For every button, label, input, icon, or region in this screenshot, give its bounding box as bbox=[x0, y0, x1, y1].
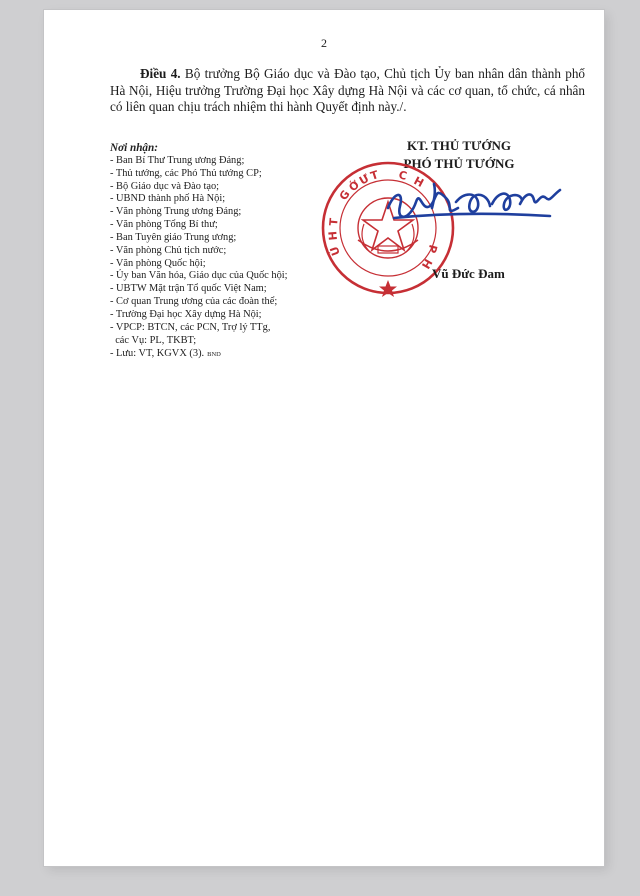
handwritten-signature bbox=[374, 170, 574, 250]
list-item: - Trường Đại học Xây dựng Hà Nội; bbox=[110, 308, 262, 320]
archive-suffix: BND bbox=[207, 350, 221, 358]
svg-text:T: T bbox=[327, 217, 341, 227]
svg-text:Ớ: Ớ bbox=[346, 178, 363, 195]
signature-title: KT. THỦ TƯỚNG bbox=[407, 138, 511, 153]
svg-text:H: H bbox=[326, 230, 340, 241]
svg-text:Ủ: Ủ bbox=[327, 244, 343, 258]
list-item: - Ban Tuyên giáo Trung ương; bbox=[110, 231, 237, 243]
article-4 bbox=[110, 66, 585, 116]
recipients-header: Nơi nhận: bbox=[110, 142, 158, 154]
signature-position: PHÓ THỦ TƯỚNG bbox=[403, 156, 515, 171]
list-item: - Thủ tướng, các Phó Thủ tướng CP; bbox=[110, 167, 262, 179]
page-number: 2 bbox=[321, 36, 327, 50]
svg-text:H: H bbox=[418, 256, 435, 271]
list-item: - Văn phòng Tổng Bí thư; bbox=[110, 219, 218, 231]
svg-text:Ư: Ư bbox=[357, 171, 372, 188]
signer-name: Vũ Đức Đam bbox=[432, 266, 505, 281]
list-item-archive bbox=[110, 348, 370, 362]
article-text: Bộ trưởng Bộ Giáo dục và Đào tạo, Chủ tịch Ủy ban nhân dân thành phố Hà Nội, Hiệu trưởng Trường Đại học Xây dựng Hà Nội và các cơ quan, tổ chức, cá nhân có liên quan chịu trách nhiệm thi hành Quyết định này./. bbox=[110, 66, 586, 115]
article-label: Điều 4. bbox=[140, 66, 181, 81]
list-item: các Vụ: PL, TKBT; bbox=[110, 334, 197, 346]
svg-text:H: H bbox=[411, 174, 426, 190]
list-item: - VPCP: BTCN, các PCN, Trợ lý TTg, bbox=[110, 321, 271, 333]
list-item: - Cơ quan Trung ương của các đoàn thể; bbox=[110, 296, 278, 308]
list-item: - UBND thành phố Hà Nội; bbox=[110, 193, 226, 205]
list-item: - Văn phòng Chủ tịch nước; bbox=[110, 244, 227, 256]
signature-block bbox=[314, 138, 574, 298]
list-item: - Văn phòng Trung ương Đảng; bbox=[110, 206, 242, 218]
list-item: - Ban Bí Thư Trung ương Đảng; bbox=[110, 154, 245, 166]
svg-text:T: T bbox=[368, 168, 381, 183]
svg-text:G: G bbox=[336, 187, 353, 203]
archive-text: - Lưu: VT, KGVX (3). bbox=[110, 347, 205, 359]
list-item: - UBTW Mặt trận Tổ quốc Việt Nam; bbox=[110, 283, 267, 295]
svg-text:C: C bbox=[397, 168, 409, 183]
list-item: - Văn phòng Quốc hội; bbox=[110, 257, 206, 269]
document-page bbox=[44, 10, 604, 866]
list-item: - Bộ Giáo dục và Đào tạo; bbox=[110, 180, 220, 192]
svg-text:P: P bbox=[425, 243, 440, 255]
list-item: - Ủy ban Văn hóa, Giáo dục của Quốc hội; bbox=[110, 270, 288, 282]
